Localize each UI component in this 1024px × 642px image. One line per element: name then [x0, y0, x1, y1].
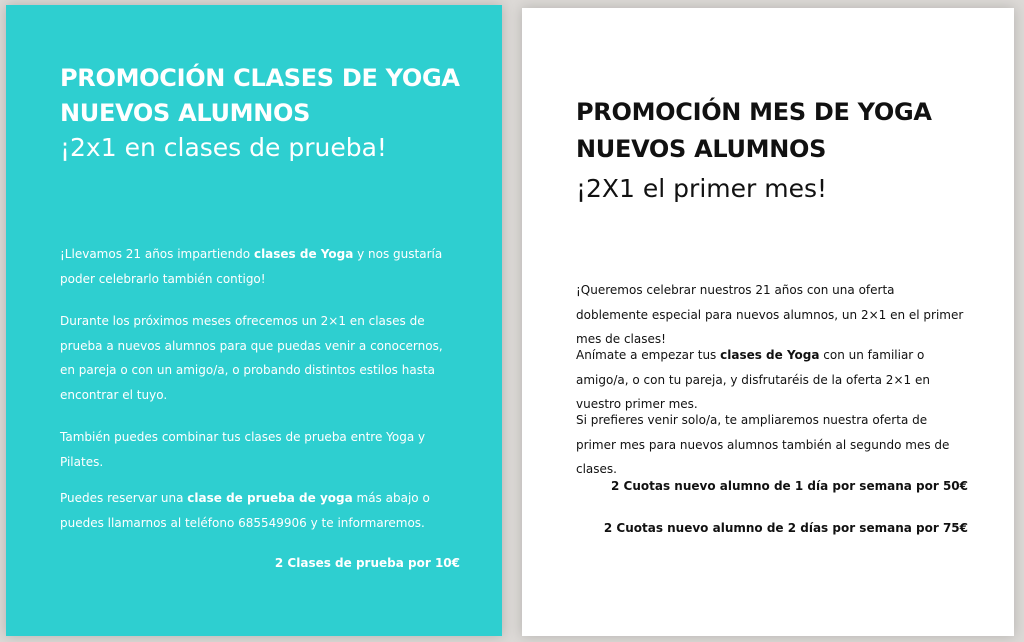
promo-paragraph-celebrate: ¡Queremos celebrar nuestros 21 años con una oferta doblemente especial para nuevos alumnos, un 2×1 en el primer mes de clases! — [576, 283, 964, 346]
promo-paragraph-solo: Si prefieres venir solo/a, te ampliaremos nuestra oferta de primer mes para nuevos alumnos también al segundo mes de clases. — [576, 413, 950, 476]
trial-price: 2 Clases de prueba por 10€ — [274, 556, 460, 570]
promo-card-first-month — [522, 8, 1014, 636]
highlight-yoga-classes: clases de Yoga — [253, 247, 354, 261]
promo-paragraph-intro: ¡Llevamos 21 años impartiendo clases de Yoga y nos gustaría poder celebrarlo también contigo! — [60, 247, 443, 286]
promo-card-trial-classes — [6, 5, 502, 636]
promo-paragraph-combine: También puedes combinar tus clases de prueba entre Yoga y Pilates. — [60, 430, 426, 469]
trial-class-link[interactable]: clase de prueba de yoga — [187, 491, 353, 505]
promo-paragraph-offer: Durante los próximos meses ofrecemos un 2×1 en clases de prueba a nuevos alumnos para que puedas venir a conocernos, en pareja o con un amigo/a, o probando distintos estilos hasta encontrar el tuyo. — [60, 314, 443, 402]
promo-subtitle: ¡2X1 el primer mes! — [576, 174, 828, 203]
promo-paragraph-booking: Puedes reservar una clase de prueba de yoga más abajo o puedes llamarnos al teléfono 685549906 y te informaremos. — [60, 491, 430, 530]
promo-subtitle: ¡2x1 en clases de prueba! — [60, 133, 387, 162]
promo-title: PROMOCIÓN CLASES DE YOGA NUEVOS ALUMNOS — [60, 64, 460, 127]
highlight-yoga-classes: clases de Yoga — [720, 348, 820, 362]
price-one-day: 2 Cuotas nuevo alumno de 1 día por semana por 50€ — [611, 479, 968, 493]
promo-paragraph-start: Anímate a empezar tus clases de Yoga con un familiar o amigo/a, o con tu pareja, y disfrutaréis de la oferta 2×1 en vuestro primer mes. — [576, 348, 930, 411]
price-two-days: 2 Cuotas nuevo alumno de 2 días por semana por 75€ — [603, 521, 968, 535]
promo-title: PROMOCIÓN MES DE YOGA NUEVOS ALUMNOS — [576, 98, 932, 163]
